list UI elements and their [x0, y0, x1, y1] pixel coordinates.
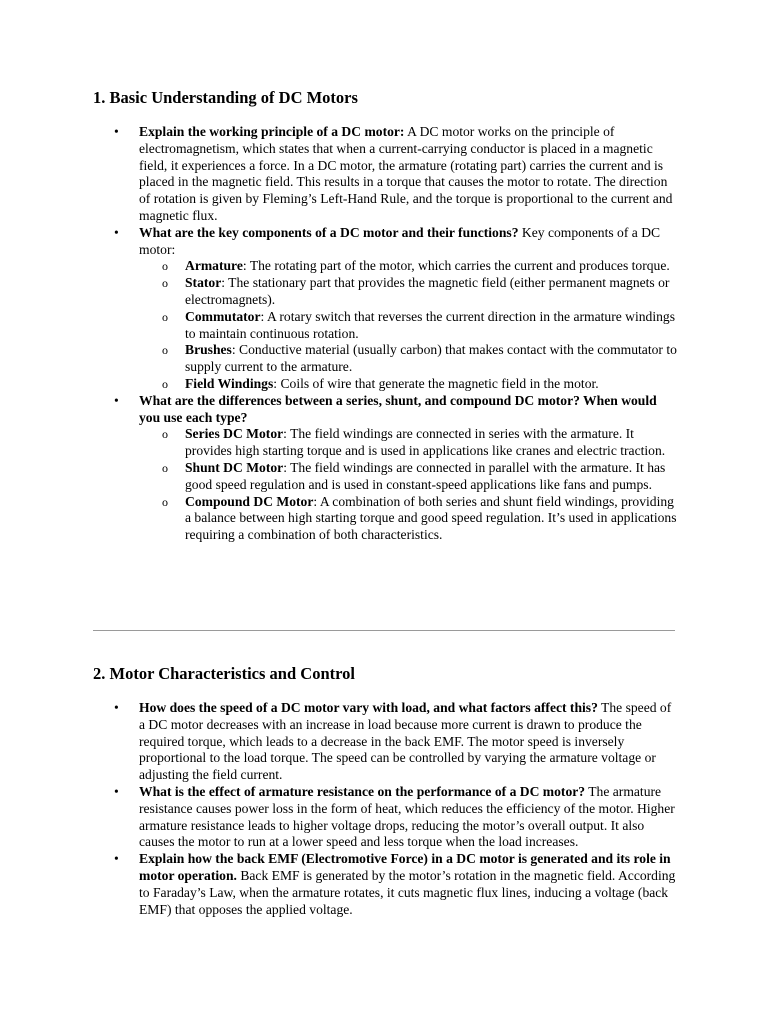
sub-list-item — [139, 376, 680, 393]
question: What is the effect of armature resistance on the performance of a DC motor? — [139, 783, 586, 799]
list-item — [0, 851, 680, 918]
bullet-icon: • — [114, 851, 119, 867]
question: Explain the working principle of a DC motor: — [139, 124, 405, 139]
list-item — [0, 124, 680, 225]
bullet-icon: • — [114, 392, 119, 408]
definition: : The stationary part that provides the magnetic field (either permanent magnets or electromagnets). — [185, 275, 670, 307]
section-divider — [93, 630, 675, 631]
sub-list-item — [139, 258, 680, 275]
answer: A DC motor works on the principle of electromagnetism, which states that when a current-carrying conductor is placed in a magnetic field, it experiences a force. In a DC motor, the armature (rotating part) carries the current and is placed in the magnetic field. This results in a torque that causes the motor to rotate. The direction of rotation is given by Fleming’s Left-Hand Rule, and the torque is proportional to the current and magnetic flux. — [139, 124, 673, 223]
term: Brushes — [185, 342, 232, 358]
definition: : The field windings are connected in parallel with the armature. It has good speed regulation and is used in constant-speed applications like fans and pumps. — [185, 459, 666, 492]
list-item — [0, 393, 680, 544]
sub-bullet-icon: o — [162, 376, 168, 391]
question: How does the speed of a DC motor vary with load, and what factors affect this? — [139, 700, 598, 715]
sub-list-item — [139, 494, 680, 544]
list-item — [0, 784, 680, 851]
bullet-icon: • — [114, 124, 119, 139]
sub-bullet-icon: o — [162, 276, 168, 291]
sub-bullet-icon: o — [162, 494, 168, 509]
section-1-list — [0, 124, 680, 544]
answer: Back EMF is generated by the motor’s rotation in the magnetic field. According to Faraday’s Law, when the armature rotates, it cuts magnetic flux lines, inducing a voltage (back EMF) that opposes the applied voltage. — [139, 867, 676, 917]
answer: The armature resistance causes power loss in the form of heat, which reduces the efficiency of the motor. Higher armature resistance leads to higher voltage drops, reducing the motor’s overall output. It also causes the motor to run at a lower speed and less torque when the load increases. — [139, 783, 675, 850]
term: Compound DC Motor — [185, 493, 314, 509]
sub-bullet-icon: o — [162, 460, 168, 475]
answer: Key components of a DC motor: — [139, 224, 661, 257]
question: What are the key components of a DC motor and their functions? — [139, 224, 519, 240]
section-2-heading: 2. Motor Characteristics and Control — [93, 664, 355, 683]
term: Field Windings — [185, 375, 274, 391]
term: Shunt DC Motor — [185, 459, 284, 475]
section-1-heading: 1. Basic Understanding of DC Motors — [93, 88, 358, 107]
sub-list-item — [139, 275, 680, 309]
answer: The speed of a DC motor decreases with an increase in load because more current is drawn to produce the required torque, which leads to a decrease in the back EMF. The motor speed is inversely proportional to the load torque. The speed can be controlled by varying the armature voltage or adjusting the field current. — [139, 700, 672, 783]
definition: : A rotary switch that reverses the current direction in the armature windings to maintain continuous rotation. — [185, 308, 675, 341]
components-sublist — [139, 258, 680, 392]
question: Explain how the back EMF (Electromotive Force) in a DC motor is generated and its role in motor operation. — [139, 851, 671, 883]
sub-bullet-icon: o — [162, 259, 168, 274]
list-item — [0, 225, 680, 393]
term: Commutator — [185, 308, 261, 324]
sub-bullet-icon: o — [162, 427, 168, 442]
sub-list-item — [139, 426, 680, 460]
definition: : The rotating part of the motor, which carries the current and produces torque. — [242, 258, 670, 274]
definition: : The field windings are connected in series with the armature. It provides high starting torque and is used in applications like cranes and electric traction. — [185, 426, 666, 459]
term: Series DC Motor — [185, 426, 284, 442]
sub-list-item — [139, 309, 680, 343]
bullet-icon: • — [114, 224, 119, 240]
definition: : Coils of wire that generate the magnetic field in the motor. — [273, 375, 599, 391]
term: Stator — [185, 275, 222, 291]
sub-bullet-icon: o — [162, 343, 168, 358]
sub-bullet-icon: o — [162, 309, 168, 324]
definition: : A combination of both series and shunt field windings, providing a balance between high starting torque and good speed regulation. It’s used in applications requiring a combination of both characteristics. — [185, 493, 677, 543]
bullet-icon: • — [114, 783, 119, 799]
motor-types-sublist — [139, 426, 680, 544]
section-2-list — [0, 700, 680, 918]
term: Armature — [185, 258, 243, 274]
list-item — [0, 700, 680, 784]
sub-list-item — [139, 460, 680, 494]
bullet-icon: • — [114, 700, 119, 715]
sub-list-item — [139, 342, 680, 376]
question: What are the differences between a series, shunt, and compound DC motor? When would you use each type? — [139, 392, 657, 425]
definition: : Conductive material (usually carbon) that makes contact with the commutator to supply current to the armature. — [185, 342, 677, 375]
